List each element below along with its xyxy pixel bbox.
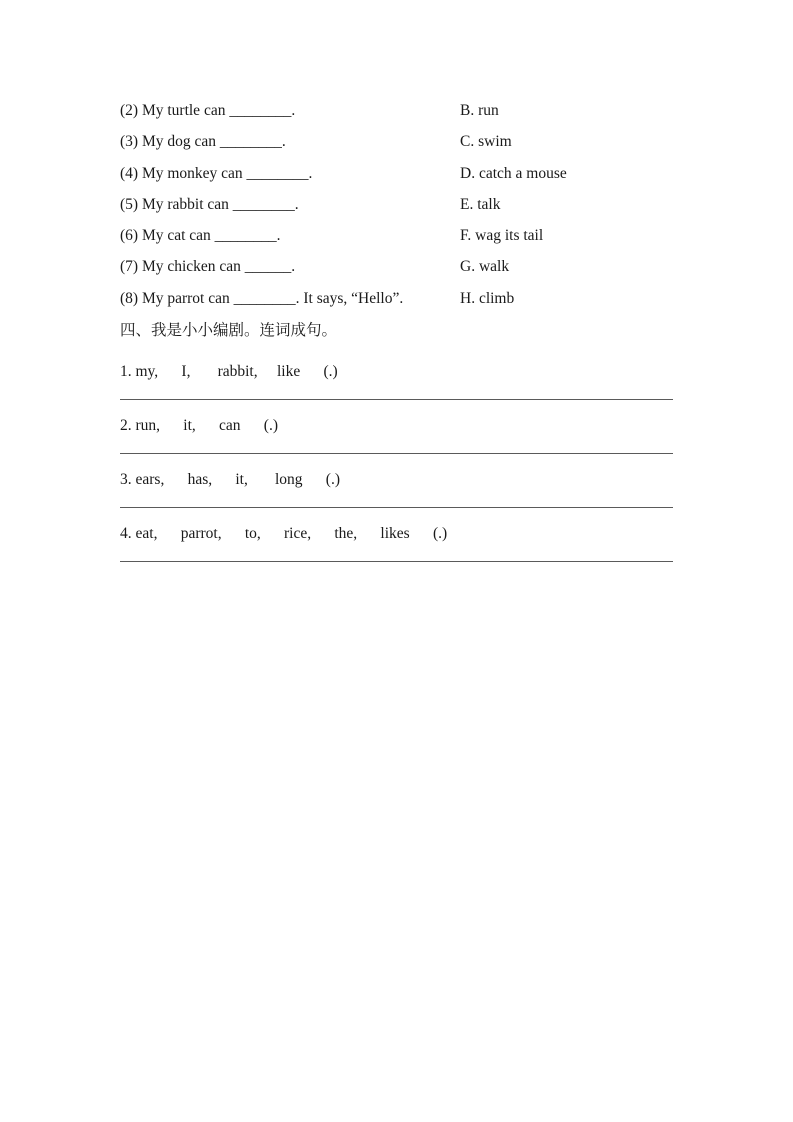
match-right-text: C. swim xyxy=(460,133,512,151)
exercise-item xyxy=(120,356,673,400)
match-right-text: G. walk xyxy=(460,258,510,276)
match-row xyxy=(120,95,673,126)
match-left-text: (7) My chicken can ______. xyxy=(120,258,296,276)
section-title: 四、我是小小编剧。连词成句。 xyxy=(120,322,338,340)
exercise-prompt: 3. ears, has, it, long (.) xyxy=(120,471,340,489)
match-row xyxy=(120,126,673,157)
exercise-prompt: 2. run, it, can (.) xyxy=(120,417,278,435)
answer-line xyxy=(120,507,673,508)
match-right-text: F. wag its tail xyxy=(460,227,544,245)
match-row xyxy=(120,220,673,251)
match-right-text: B. run xyxy=(460,102,499,119)
match-row xyxy=(120,158,673,189)
exercise-prompt: 4. eat, parrot, to, rice, the, likes (.) xyxy=(120,525,448,543)
match-row xyxy=(120,283,673,314)
worksheet-content xyxy=(120,95,673,569)
exercise-item xyxy=(120,518,673,562)
answer-line xyxy=(120,561,673,562)
exercise-item xyxy=(120,410,673,454)
match-left-text: (4) My monkey can ________. xyxy=(120,164,313,182)
match-left-text: (8) My parrot can ________. It says, “Hello”. xyxy=(120,289,404,307)
match-row xyxy=(120,251,673,282)
match-right-text: D. catch a mouse xyxy=(460,164,567,182)
match-right-text: H. climb xyxy=(460,289,515,307)
answer-line xyxy=(120,453,673,454)
sentence-building-exercise xyxy=(120,356,673,562)
match-left-text: (5) My rabbit can ________. xyxy=(120,195,299,213)
answer-line xyxy=(120,399,673,400)
match-left-text: (3) My dog can ________. xyxy=(120,133,286,151)
exercise-item xyxy=(120,464,673,508)
match-right-text: E. talk xyxy=(460,195,501,213)
match-row xyxy=(120,189,673,220)
match-left-text: (2) My turtle can ________. xyxy=(120,102,296,119)
match-left-text: (6) My cat can ________. xyxy=(120,227,281,245)
matching-exercise xyxy=(120,95,673,314)
exercise-prompt: 1. my, I, rabbit, like (.) xyxy=(120,363,338,381)
